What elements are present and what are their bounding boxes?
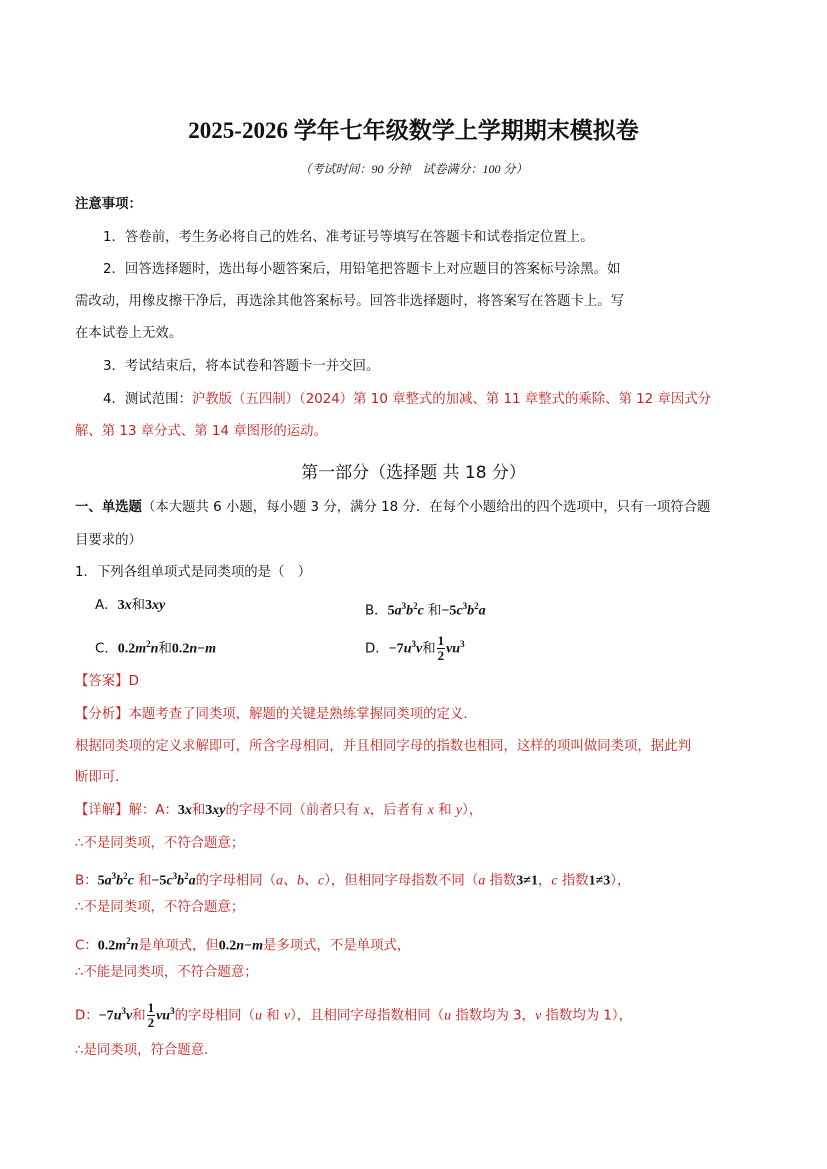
option-b: B．$5a^3b^2c$ 和$-5c^3b^2a$ bbox=[365, 601, 486, 619]
option-d-label: D． bbox=[365, 641, 389, 657]
answer-value: D bbox=[128, 674, 139, 689]
page-title: 2025-2026 学年七年级数学上学期期末模拟卷 bbox=[188, 118, 639, 143]
section-title: 第一部分（选择题 共 18 分） bbox=[301, 463, 526, 483]
analysis-line-1: 【分析】本题考查了同类项，解题的关键是熟练掌握同类项的定义． bbox=[75, 707, 477, 722]
part-label: 一、单选题 bbox=[75, 500, 142, 515]
detail-tag: 【详解】 bbox=[75, 803, 129, 818]
detail-d: D：$-7u^3v$和 $\frac{1}{2}$ $vu^3$的字母相同（u 和 v），且相同字母指数相同（u 指数均为 3，v 指数均为 1）， bbox=[75, 999, 632, 1030]
analysis-tag: 【分析】 bbox=[75, 707, 129, 722]
note-4-line-1 bbox=[103, 390, 711, 410]
option-a: A．3x和3xy bbox=[95, 598, 166, 613]
note-1: 1．答卷前，考生务必将自己的姓名、准考证号等填写在答题卡和试卷指定位置上。 bbox=[103, 230, 594, 245]
answer-line bbox=[75, 672, 139, 692]
question-1-stem: 1．下列各组单项式是同类项的是（ ） bbox=[75, 565, 312, 580]
option-c-label: C． bbox=[95, 641, 118, 657]
option-c: C．$0.2m^2n$和0.2n−m bbox=[95, 639, 216, 657]
exam-info: （考试时间：90 分钟 试卷满分：100 分） bbox=[299, 162, 528, 176]
part-description-line-2: 目要求的） bbox=[75, 533, 142, 548]
notes-heading: 注意事项： bbox=[75, 197, 142, 212]
analysis-line-3: 断即可． bbox=[75, 770, 129, 785]
option-a-label: A． bbox=[95, 598, 118, 613]
note-2-line-2: 需改动，用橡皮擦干净后，再选涂其他答案标号。回答非选择题时，将答案写在答题卡上。写 bbox=[75, 294, 625, 309]
conclusion-a: ∴不是同类项，不符合题意； bbox=[75, 836, 245, 851]
analysis-line-2: 根据同类项的定义求解即可，所含字母相同，并且相同字母的指数也相同，这样的项叫做同类项，据此判 bbox=[75, 739, 691, 754]
note-4-prefix: 4．测试范围： bbox=[103, 392, 192, 407]
part-description: （本大题共 6 小题，每小题 3 分，满分 18 分．在每个小题给出的四个选项中，只有一项符合题 bbox=[141, 500, 711, 515]
conclusion-b: ∴不是同类项，不符合题意； bbox=[75, 900, 245, 915]
note-2-line-3: 在本试卷上无效。 bbox=[75, 326, 183, 341]
conclusion-d: ∴是同类项，符合题意． bbox=[75, 1043, 218, 1058]
detail-b: B：$5a^3b^2c$ 和$-5c^3b^2a$的字母相同（a、b、c），但相同字母指数不同（a 指数3≠1，c 指数1≠3）， bbox=[75, 871, 631, 889]
option-d: D．$-7u^3v$和 $\frac{1}{2}$ $vu^3$ bbox=[365, 632, 465, 663]
fraction-one-half: $\frac{1}{2}$ bbox=[437, 632, 445, 663]
answer-tag: 【答案】 bbox=[75, 674, 129, 689]
option-b-label: B． bbox=[365, 603, 388, 619]
part-heading bbox=[75, 498, 710, 518]
note-2-line-1: 2．回答选择题时，选出每小题答案后，用铅笔把答题卡上对应题目的答案标号涂黑。如 bbox=[103, 262, 621, 277]
test-scope: 沪教版（五四制）（2024）第 10 章整式的加减、第 11 章整式的乘除、第 12 章因式分 bbox=[191, 392, 712, 407]
note-4-line-2: 解、第 13 章分式、第 14 章图形的运动。 bbox=[75, 424, 327, 439]
detail-c: C：$0.2m^2n$是单项式，但0.2n−m是多项式，不是单项式， bbox=[75, 936, 411, 954]
detail-a: 【详解】解：A：3x和3xy的字母不同（前者只有 x，后者有 x 和 y）， bbox=[75, 803, 483, 818]
conclusion-c: ∴不能是同类项，不符合题意； bbox=[75, 965, 258, 980]
note-3: 3．考试结束后，将本试卷和答题卡一并交回。 bbox=[103, 359, 380, 374]
